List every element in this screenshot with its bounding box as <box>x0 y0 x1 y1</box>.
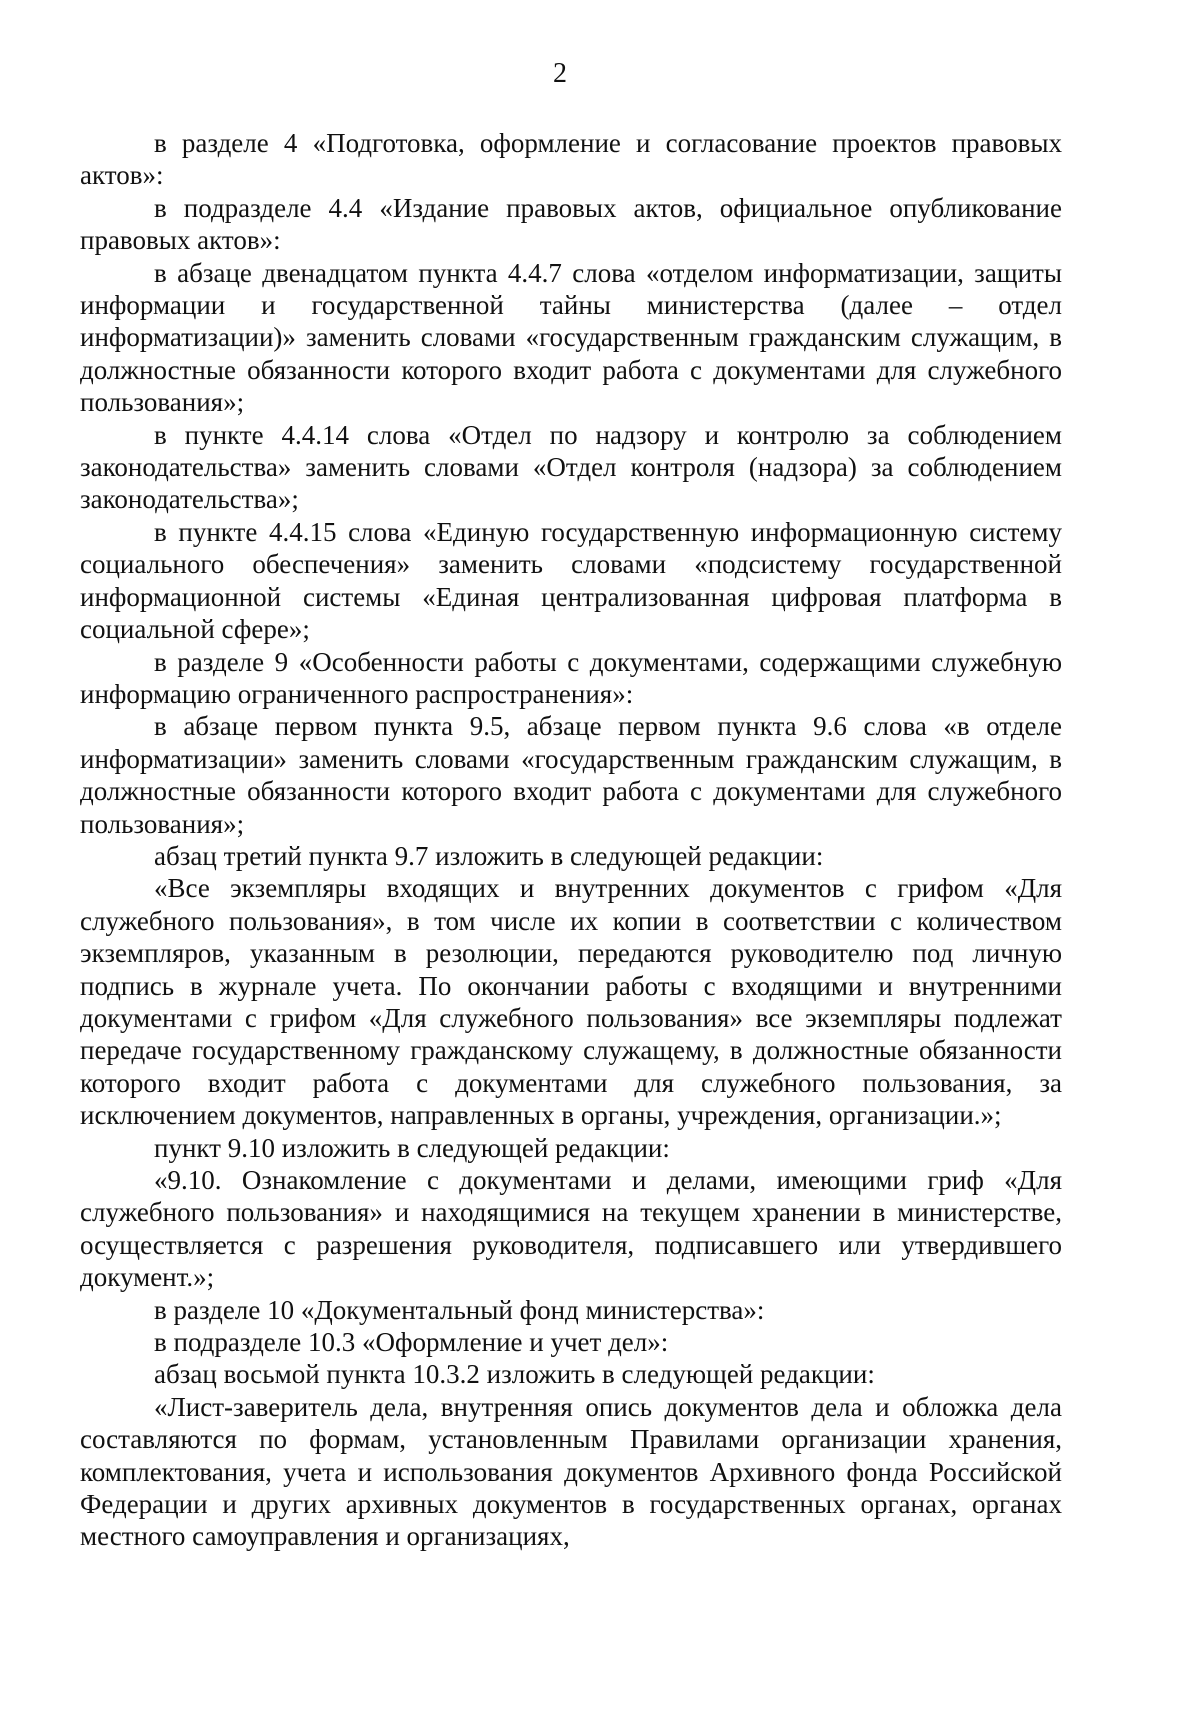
paragraph: в разделе 9 «Особенности работы с документами, содержащими служебную информацию ограниченного распространения»: <box>80 646 1062 709</box>
paragraph: абзац восьмой пункта 10.3.2 изложить в следующей редакции: <box>154 1359 875 1390</box>
paragraph: в разделе 10 «Документальный фонд министерства»: <box>154 1294 765 1325</box>
paragraph: в пункте 4.4.15 слова «Единую государственную информационную систему социального обеспечения» заменить словами «подсистему государственной информационной системы «Единая централизованная цифровая платформа в социальной сфере»; <box>80 516 1062 645</box>
paragraph: в подразделе 10.3 «Оформление и учет дел»: <box>154 1327 669 1358</box>
paragraph: в подразделе 4.4 «Издание правовых актов, официальное опубликование правовых актов»: <box>80 192 1062 256</box>
paragraph: «Все экземпляры входящих и внутренних документов с грифом «Для служебного пользования», в том числе их копии в соответствии с количеством экземпляров, указанным в резолюции, передаются руководителю под личную подпись в журнале учета. По окончании работы с входящими и внутренними документами с грифом «Для служебного пользования» все экземпляры подлежат передаче государственному гражданскому служащему, в должностные обязанности которого входит работа с документами для служебного пользования, за исключением документов, направленных в органы, учреждения, организации.»; <box>80 873 1062 1131</box>
paragraph: «9.10. Ознакомление с документами и делами, имеющими гриф «Для служебного пользования» и находящимися на текущем хранении в министерстве, осуществляется с разрешения руководителя, подписавшего или утвердившего документ.»; <box>80 1165 1062 1293</box>
paragraph: в разделе 4 «Подготовка, оформление и согласование проектов правовых актов»: <box>80 128 1062 191</box>
paragraph: «Лист-заверитель дела, внутренняя опись документов дела и обложка дела составляются по формам, установленным Правилами организации хранения, комплектования, учета и использования документов Архивного фонда Российской Федерации и других архивных документов в государственных органах, органах местного самоуправления и организациях, <box>80 1391 1062 1552</box>
paragraph: пункт 9.10 изложить в следующей редакции: <box>154 1132 670 1163</box>
paragraph: абзац третий пункта 9.7 изложить в следующей редакции: <box>154 840 824 871</box>
page-number: 2 <box>553 58 567 89</box>
paragraph: в пункте 4.4.14 слова «Отдел по надзору и контролю за соблюдением законодательства» заменить словами «Отдел контроля (надзора) за соблюдением законодательства»; <box>80 419 1062 515</box>
document-body <box>80 127 1062 1553</box>
paragraph: в абзаце первом пункта 9.5, абзаце первом пункта 9.6 слова «в отделе информатизации» заменить словами «государственным гражданским служащим, в должностные обязанности которого входит работа с документами для служебного пользования»; <box>80 711 1062 839</box>
paragraph: в абзаце двенадцатом пункта 4.4.7 слова «отделом информатизации, защиты информации и государственной тайны министерства (далее – отдел информатизации)» заменить словами «государственным гражданским служащим, в должностные обязанности которого входит работа с документами для служебного пользования»; <box>80 257 1062 418</box>
